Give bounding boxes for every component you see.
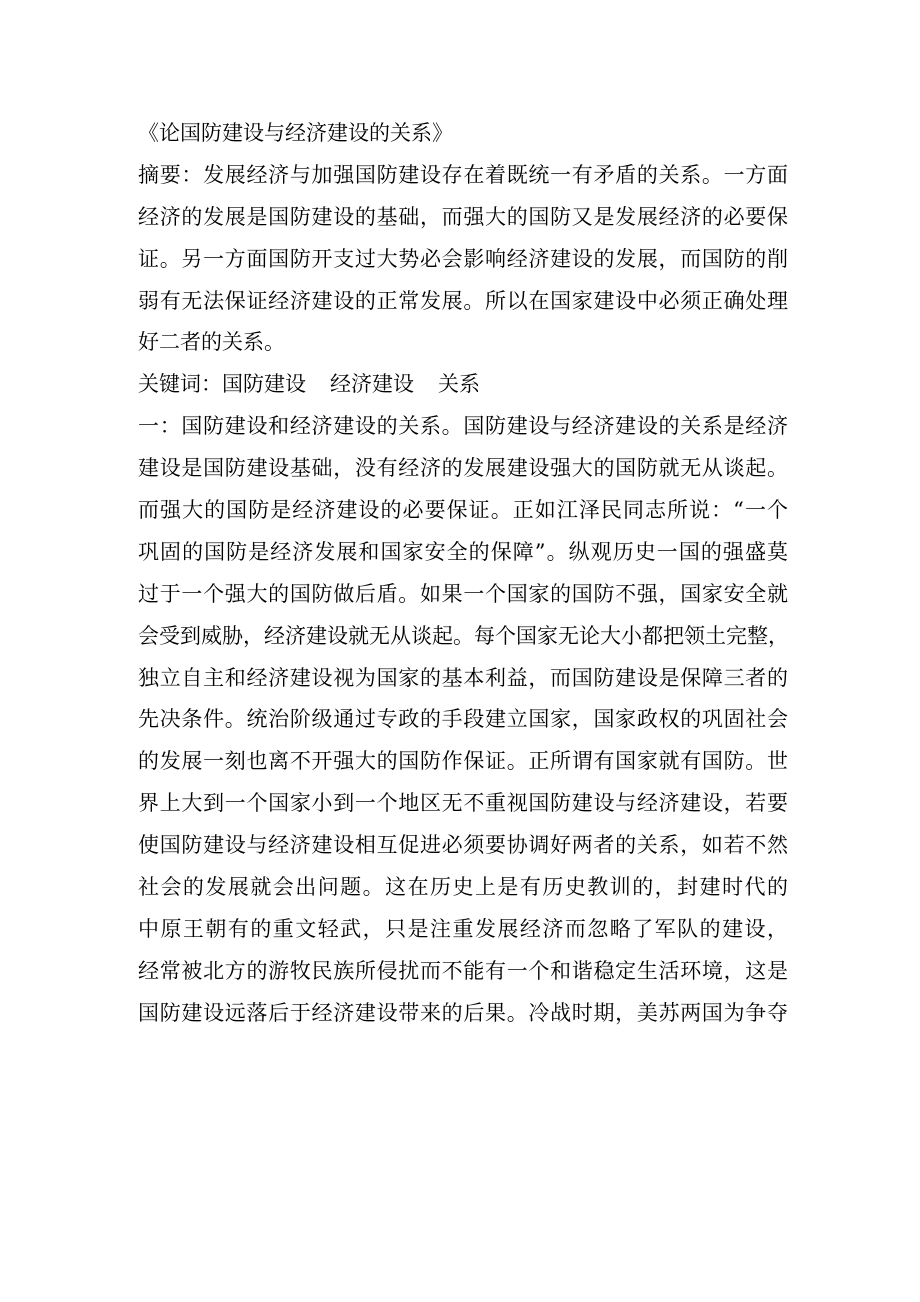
body-line: 国防建设远落后于经济建设带来的后果。冷战时期，美苏两国为争夺 bbox=[138, 1000, 788, 1025]
body-line: 经常被北方的游牧民族所侵扰而不能有一个和谐稳定生活环境，这是 bbox=[138, 958, 788, 983]
body-paragraph bbox=[138, 406, 788, 1034]
abstract-line: 摘要：发展经济与加强国防建设存在着既统一有矛盾的关系。一方面 bbox=[138, 162, 788, 187]
keyword: 经济建设 bbox=[330, 372, 414, 397]
document-page bbox=[138, 113, 788, 1035]
keywords-line bbox=[138, 364, 788, 406]
abstract-line: 经济的发展是国防建设的基础，而强大的国防又是发展经济的必要保 bbox=[138, 204, 788, 229]
document-title: 《论国防建设与经济建设的关系》 bbox=[138, 121, 453, 145]
keyword: 关系 bbox=[438, 372, 480, 397]
abstract-line: 证。另一方面国防开支过大势必会影响经济建设的发展，而国防的削 bbox=[138, 246, 788, 271]
body-line: 的发展一刻也离不开强大的国防作保证。正所谓有国家就有国防。世 bbox=[138, 749, 788, 774]
body-line: 过于一个强大的国防做后盾。如果一个国家的国防不强，国家安全就 bbox=[138, 581, 788, 606]
keywords-label: 关键词： bbox=[138, 372, 222, 397]
body-line: 界上大到一个国家小到一个地区无不重视国防建设与经济建设，若要 bbox=[138, 791, 788, 816]
body-line: 中原王朝有的重文轻武，只是注重发展经济而忽略了军队的建设， bbox=[138, 916, 788, 941]
body-line: 巩固的国防是经济发展和国家安全的保障”。纵观历史一国的强盛莫 bbox=[138, 539, 788, 564]
keyword: 国防建设 bbox=[222, 372, 306, 397]
abstract-line: 弱有无法保证经济建设的正常发展。所以在国家建设中必须正确处理 bbox=[138, 288, 788, 313]
body-line: 而强大的国防是经济建设的必要保证。正如江泽民同志所说：“一个 bbox=[138, 498, 788, 523]
body-line: 建设是国防建设基础，没有经济的发展建设强大的国防就无从谈起。 bbox=[138, 456, 788, 481]
body-line: 独立自主和经济建设视为国家的基本利益，而国防建设是保障三者的 bbox=[138, 665, 788, 690]
abstract-line: 好二者的关系。 bbox=[138, 330, 285, 355]
body-line: 使国防建设与经济建设相互促进必须要协调好两者的关系，如若不然 bbox=[138, 833, 788, 858]
abstract-paragraph bbox=[138, 155, 788, 364]
body-line: 一：国防建设和经济建设的关系。国防建设与经济建设的关系是经济 bbox=[138, 414, 788, 439]
body-line: 先决条件。统治阶级通过专政的手段建立国家，国家政权的巩固社会 bbox=[138, 707, 788, 732]
body-line: 会受到威胁，经济建设就无从谈起。每个国家无论大小都把领土完整， bbox=[138, 623, 789, 648]
body-line: 社会的发展就会出问题。这在历史上是有历史教训的，封建时代的 bbox=[138, 875, 788, 900]
